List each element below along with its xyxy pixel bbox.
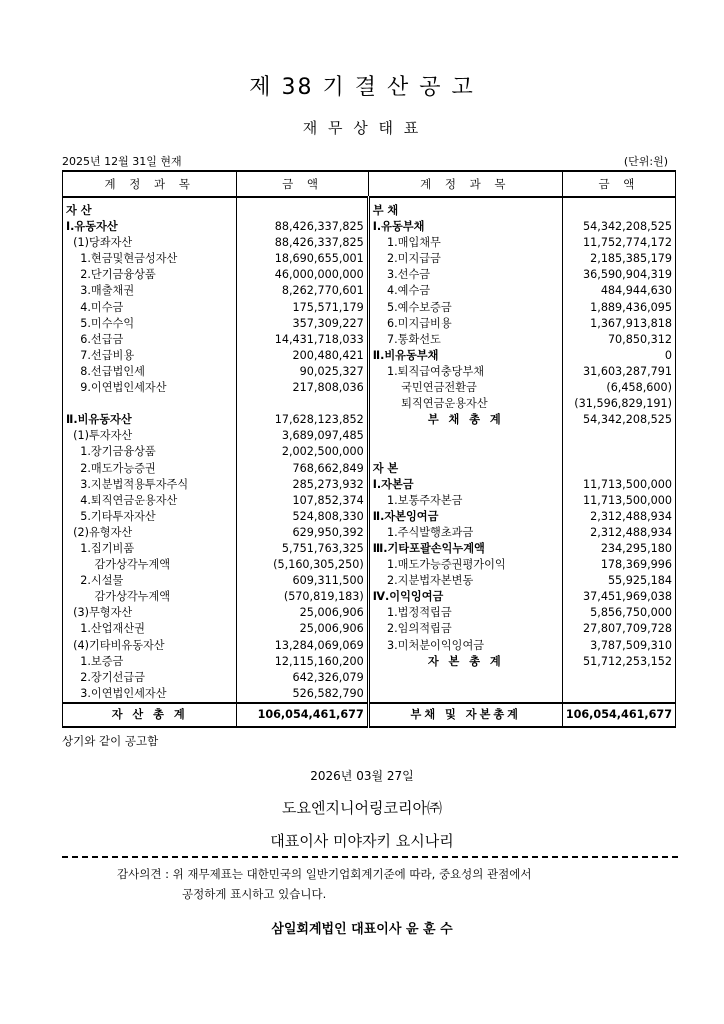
liability-equity-amount: 178,369,996	[562, 557, 675, 573]
asset-amount: 609,311,500	[237, 573, 368, 589]
asset-amount: 285,273,932	[237, 477, 368, 493]
liability-equity-amount: 70,850,312	[562, 332, 675, 348]
table-row	[63, 573, 676, 589]
liability-equity-account: 1.매도가능증권평가이익	[368, 557, 562, 573]
asset-amount: 107,852,374	[237, 493, 368, 509]
table-row	[63, 267, 676, 283]
total-assets-label: 자 산 총 계	[63, 703, 237, 727]
asset-amount: 200,480,421	[237, 348, 368, 364]
liability-equity-account: 국민연금전환금	[368, 380, 562, 396]
asset-account: 1.산업재산권	[63, 621, 237, 637]
table-row	[63, 380, 676, 396]
liability-equity-account: 자 본	[368, 461, 562, 477]
asset-account: 4.퇴직연금운용자산	[63, 493, 237, 509]
asset-amount: 175,571,179	[237, 300, 368, 316]
asset-amount: 14,431,718,033	[237, 332, 368, 348]
asset-account: (3)무형자산	[63, 605, 237, 621]
asset-account: 1.집기비품	[63, 541, 237, 557]
liability-equity-account	[368, 428, 562, 444]
asset-account: (1)투자자산	[63, 428, 237, 444]
table-row	[63, 654, 676, 670]
asset-amount: 90,025,327	[237, 364, 368, 380]
audit-opinion-line-1: 감사의견 : 위 재무제표는 대한민국의 일반기업회계기준에 따라, 중요성의 관점에서	[117, 867, 532, 881]
liability-equity-amount: 11,713,500,000	[562, 493, 675, 509]
asset-account: 1.현금및현금성자산	[63, 251, 237, 267]
liability-equity-account: 부 채 총 계	[368, 412, 562, 428]
table-row	[63, 235, 676, 251]
total-liab-equity-value: 106,054,461,677	[562, 703, 675, 727]
liability-equity-amount: (6,458,600)	[562, 380, 675, 396]
liability-equity-account: Ⅱ.자본잉여금	[368, 509, 562, 525]
asset-amount: 12,115,160,200	[237, 654, 368, 670]
balance-sheet-table	[62, 170, 676, 728]
liability-equity-account: 4.예수금	[368, 283, 562, 299]
liability-equity-amount: 1,889,436,095	[562, 300, 675, 316]
asset-account: 3.매출채권	[63, 283, 237, 299]
table-row	[63, 412, 676, 428]
table-row	[63, 396, 676, 412]
total-liab-equity-label: 부채 및 자본총계	[368, 703, 562, 727]
table-row	[63, 670, 676, 686]
asset-account: 감가상각누계액	[63, 589, 237, 605]
liability-equity-amount: 37,451,969,038	[562, 589, 675, 605]
liability-equity-amount: 2,312,488,934	[562, 525, 675, 541]
total-assets-value: 106,054,461,677	[237, 703, 368, 727]
asset-account: 자 산	[63, 197, 237, 219]
liability-equity-account: 2.지분법자본변동	[368, 573, 562, 589]
liability-equity-amount: (31,596,829,191)	[562, 396, 675, 412]
table-body	[63, 197, 676, 703]
liability-equity-amount: 51,712,253,152	[562, 654, 675, 670]
asset-account: 1.장기금융상품	[63, 444, 237, 460]
liability-equity-amount	[562, 670, 675, 686]
asset-account: 5.기타투자자산	[63, 509, 237, 525]
asset-amount: 642,326,079	[237, 670, 368, 686]
table-row	[63, 589, 676, 605]
liability-equity-amount	[562, 444, 675, 460]
asset-amount: (570,819,183)	[237, 589, 368, 605]
liability-equity-account: Ⅱ.비유동부채	[368, 348, 562, 364]
asset-account: (4)기타비유동자산	[63, 638, 237, 654]
table-row	[63, 300, 676, 316]
asset-account: 2.시설물	[63, 573, 237, 589]
asset-amount: 18,690,655,001	[237, 251, 368, 267]
asset-account: Ⅰ.유동자산	[63, 219, 237, 235]
liability-equity-account: 2.미지급금	[368, 251, 562, 267]
company-name: 도요엔지니어링코리아㈜	[282, 799, 442, 817]
liability-equity-amount	[562, 197, 675, 219]
table-row	[63, 316, 676, 332]
asset-amount: 88,426,337,825	[237, 235, 368, 251]
liability-equity-amount: 2,312,488,934	[562, 509, 675, 525]
asset-account: 1.보증금	[63, 654, 237, 670]
asset-account: (2)유형자산	[63, 525, 237, 541]
asset-account: 2.장기선급금	[63, 670, 237, 686]
table-row	[63, 621, 676, 637]
asset-amount	[237, 396, 368, 412]
audit-opinion-line-2: 공정하게 표시하고 있습니다.	[182, 887, 327, 901]
asset-amount: 357,309,227	[237, 316, 368, 332]
liability-equity-account: 3.미처분이익잉여금	[368, 638, 562, 654]
liability-equity-account: 부 채	[368, 197, 562, 219]
liability-equity-amount: 484,944,630	[562, 283, 675, 299]
liability-equity-account: Ⅲ.기타포괄손익누계액	[368, 541, 562, 557]
liability-equity-account: 1.보통주자본금	[368, 493, 562, 509]
table-header-row	[63, 171, 676, 197]
table-row	[63, 364, 676, 380]
liability-equity-account: 7.통화선도	[368, 332, 562, 348]
table-row	[63, 686, 676, 703]
liability-equity-amount: 2,185,385,179	[562, 251, 675, 267]
liability-equity-amount: 55,925,184	[562, 573, 675, 589]
liability-equity-amount: 3,787,509,310	[562, 638, 675, 654]
notice-title: 제 38 기 결 산 공 고	[249, 75, 475, 100]
table-row	[63, 444, 676, 460]
liability-equity-account: 6.미지급비용	[368, 316, 562, 332]
table-row	[63, 477, 676, 493]
asset-account: 8.선급법인세	[63, 364, 237, 380]
liability-equity-amount: 1,367,913,818	[562, 316, 675, 332]
asset-account: 3.지분법적용투자주식	[63, 477, 237, 493]
as-of-date: 2025년 12월 31일 현재	[62, 155, 182, 168]
asset-account: 4.미수금	[63, 300, 237, 316]
table-row	[63, 332, 676, 348]
liability-equity-amount: 0	[562, 348, 675, 364]
liability-equity-amount	[562, 461, 675, 477]
asset-amount: (5,160,305,250)	[237, 557, 368, 573]
liability-equity-account: Ⅳ.이익잉여금	[368, 589, 562, 605]
header-account-left: 계 정 과 목	[63, 171, 237, 197]
header-amount-right: 금 액	[562, 171, 675, 197]
liability-equity-amount: 54,342,208,525	[562, 412, 675, 428]
liability-equity-account: 5.예수보증금	[368, 300, 562, 316]
asset-account: 2.매도가능증권	[63, 461, 237, 477]
publish-date: 2026년 03월 27일	[310, 769, 414, 783]
liability-equity-amount: 36,590,904,319	[562, 267, 675, 283]
asset-account	[63, 396, 237, 412]
liability-equity-account	[368, 686, 562, 703]
liability-equity-account: 1.법정적립금	[368, 605, 562, 621]
table-row	[63, 493, 676, 509]
asset-account: (1)당좌자산	[63, 235, 237, 251]
table-row	[63, 461, 676, 477]
liability-equity-account: Ⅰ.유동부채	[368, 219, 562, 235]
table-row	[63, 509, 676, 525]
asset-account: 5.미수수익	[63, 316, 237, 332]
asset-account: 2.단기금융상품	[63, 267, 237, 283]
table-row	[63, 348, 676, 364]
asset-amount: 629,950,392	[237, 525, 368, 541]
liability-equity-account	[368, 670, 562, 686]
liability-equity-account: Ⅰ.자본금	[368, 477, 562, 493]
liability-equity-amount: 54,342,208,525	[562, 219, 675, 235]
asset-amount: 2,002,500,000	[237, 444, 368, 460]
liability-equity-amount	[562, 428, 675, 444]
statement-title: 재 무 상 태 표	[302, 119, 422, 137]
asset-account: 6.선급금	[63, 332, 237, 348]
ceo-name: 대표이사 미야자키 요시나리	[270, 832, 454, 850]
header-amount-left: 금 액	[237, 171, 368, 197]
asset-amount: 25,006,906	[237, 621, 368, 637]
liability-equity-amount: 31,603,287,791	[562, 364, 675, 380]
table-row	[63, 197, 676, 219]
liability-equity-amount: 5,856,750,000	[562, 605, 675, 621]
liability-equity-amount	[562, 686, 675, 703]
header-account-right: 계 정 과 목	[368, 171, 562, 197]
asset-account: 감가상각누계액	[63, 557, 237, 573]
asset-account: 9.이연법인세자산	[63, 380, 237, 396]
totals-row	[63, 703, 676, 727]
notice-statement: 상기와 같이 공고함	[62, 734, 159, 748]
unit-label: (단위:원)	[623, 155, 668, 168]
asset-amount: 17,628,123,852	[237, 412, 368, 428]
liability-equity-amount: 27,807,709,728	[562, 621, 675, 637]
liability-equity-amount: 11,713,500,000	[562, 477, 675, 493]
asset-amount: 8,262,770,601	[237, 283, 368, 299]
asset-amount	[237, 197, 368, 219]
asset-amount: 524,808,330	[237, 509, 368, 525]
liability-equity-amount: 11,752,774,172	[562, 235, 675, 251]
table-row	[63, 541, 676, 557]
asset-amount: 217,808,036	[237, 380, 368, 396]
table-row	[63, 638, 676, 654]
table-row	[63, 219, 676, 235]
liability-equity-account: 1.퇴직급여충당부채	[368, 364, 562, 380]
asset-amount: 13,284,069,069	[237, 638, 368, 654]
asset-account: 3.이연법인세자산	[63, 686, 237, 703]
liability-equity-account: 1.매입채무	[368, 235, 562, 251]
asset-amount: 46,000,000,000	[237, 267, 368, 283]
asset-amount: 25,006,906	[237, 605, 368, 621]
liability-equity-account: 2.임의적립금	[368, 621, 562, 637]
table-row	[63, 251, 676, 267]
liability-equity-account: 자 본 총 계	[368, 654, 562, 670]
asset-amount: 3,689,097,485	[237, 428, 368, 444]
liability-equity-account	[368, 444, 562, 460]
liability-equity-amount: 234,295,180	[562, 541, 675, 557]
asset-amount: 768,662,849	[237, 461, 368, 477]
auditor-name: 삼일회계법인 대표이사 윤 훈 수	[271, 922, 453, 937]
asset-amount: 526,582,790	[237, 686, 368, 703]
table-row	[63, 557, 676, 573]
table-row	[63, 283, 676, 299]
liability-equity-account: 퇴직연금운용자산	[368, 396, 562, 412]
table-row	[63, 428, 676, 444]
liability-equity-account: 1.주식발행초과금	[368, 525, 562, 541]
asset-amount: 5,751,763,325	[237, 541, 368, 557]
table-row	[63, 605, 676, 621]
asset-account: 7.선급비용	[63, 348, 237, 364]
asset-account: Ⅱ.비유동자산	[63, 412, 237, 428]
table-row	[63, 525, 676, 541]
liability-equity-account: 3.선수금	[368, 267, 562, 283]
dashed-divider	[62, 856, 678, 858]
asset-amount: 88,426,337,825	[237, 219, 368, 235]
